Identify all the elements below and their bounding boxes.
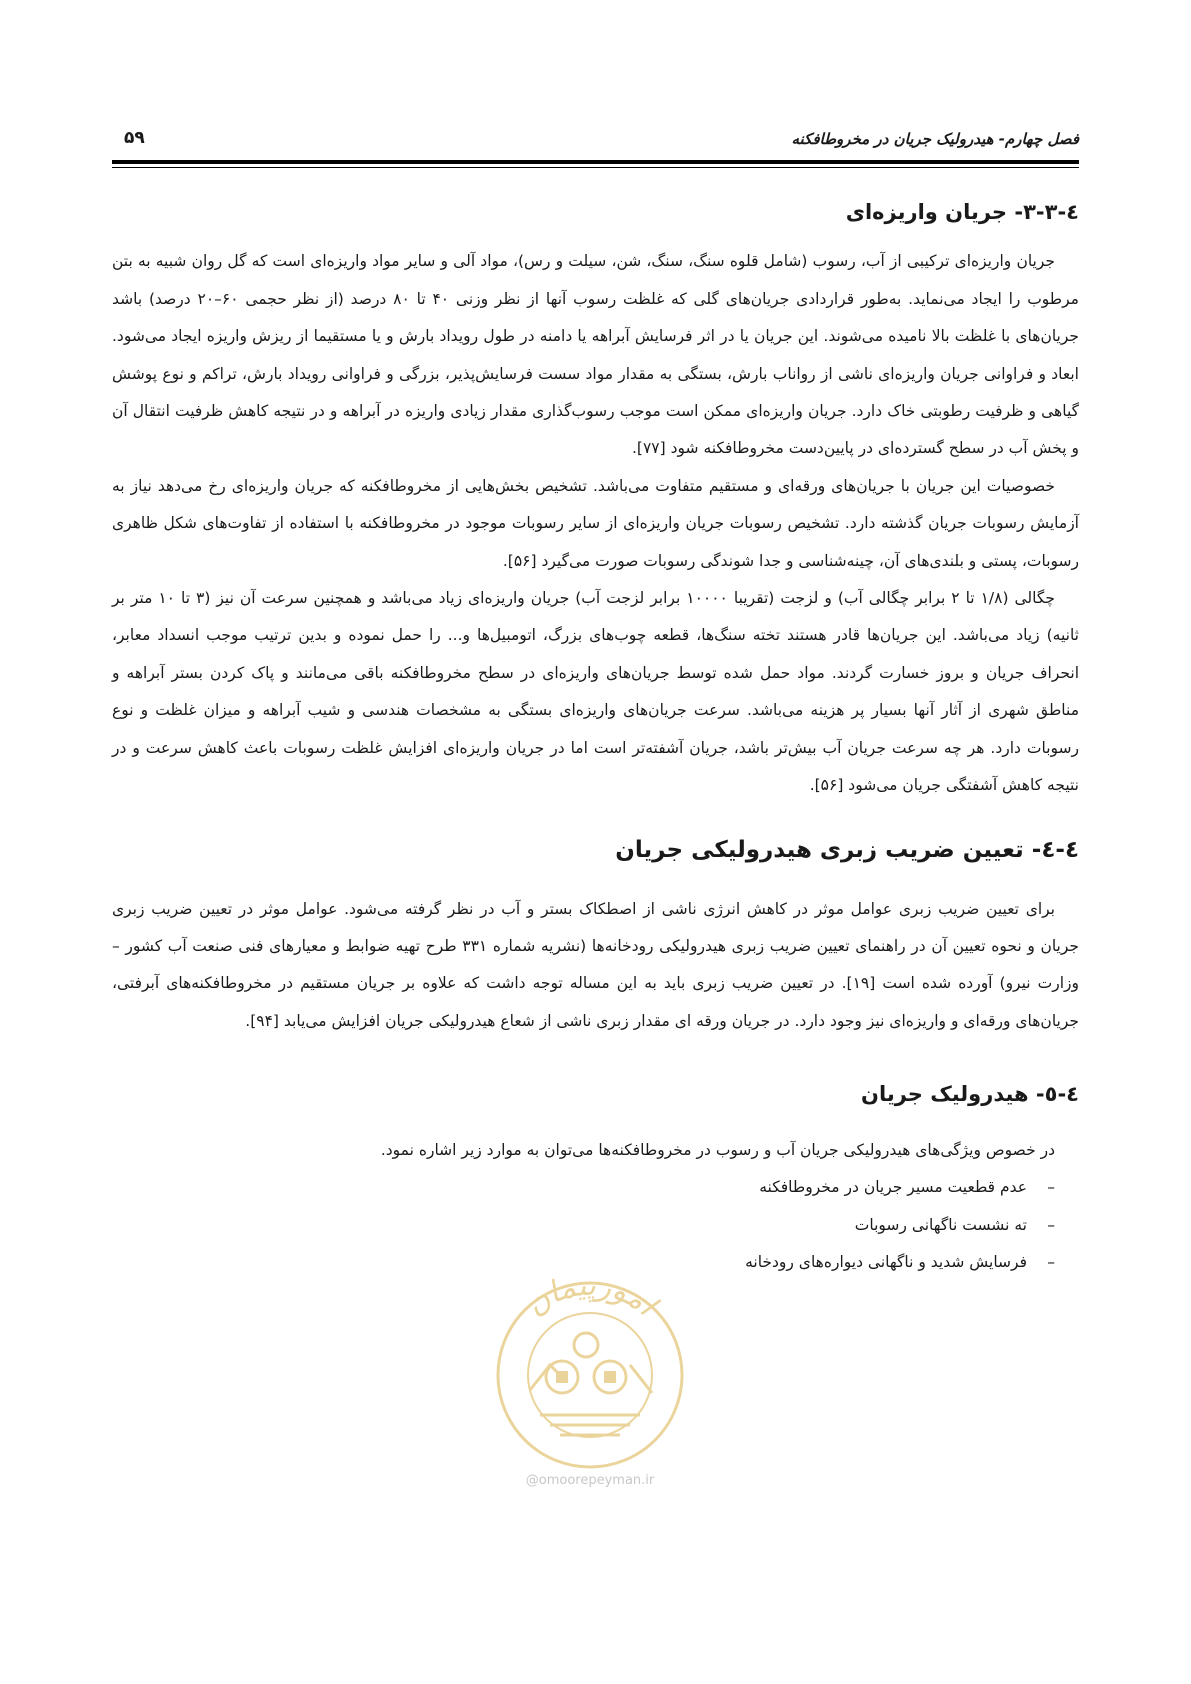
page-number: ۵۹ (124, 128, 145, 148)
paragraph: برای تعیین ضریب زبری عوامل موثر در کاهش انرژی ناشی از اصطکاک بستر و آب در نظر گرفته می‌شود. عوامل موثر در تعیین ضریب زبری جریان و نحوه تعیین آن در راهنمای تعیین ضریب زبری هیدرولیکی رودخانه‌ها (نشریه شماره ۳۳۱ طرح تهیه ضوابط و معیارهای فنی صنعت آب کشور – وزارت نیرو) آورده شده است [۱۹]. در تعیین ضریب زبری باید به این مساله توجه داشت که علاوه بر جریان مستقیم در مخروطافکنه‌های آبرفتی، جریان‌های ورقه‌ای و واریزه‌ای نیز وجود دارد. در جریان ورقه ای مقدار زبری ناشی از شعاع هیدرولیکی جریان افزایش می‌یابد [۹۴]. (112, 899, 1079, 1030)
list-item (112, 1169, 1055, 1206)
paragraph: خصوصیات این جریان با جریان‌های ورقه‌ای و مستقیم متفاوت می‌باشد. تشخیص بخش‌هایی از مخروطافکنه که جریان واریزه‌ای رخ می‌دهد نیاز به آزمایش رسوبات جریان گذشته دارد. تشخیص رسوبات جریان واریزه‌ای از سایر رسوبات موجود در مخروطافکنه با استفاده از تفاوت‌های شکل ظاهری رسوبات، پستی و بلندی‌های آن، چینه‌شناسی و جدا شوندگی رسوبات صورت می‌گیرد [۵۶]. (112, 476, 1079, 570)
list-item (112, 1207, 1055, 1244)
paragraph: جریان واریزه‌ای ترکیبی از آب، رسوب (شامل قلوه سنگ، سنگ، شن، سیلت و رس)، مواد آلی و سایر مواد واریزه‌ای است که گل روان شبیه به بتن مرطوب را ایجاد می‌نماید. به‌طور قراردادی جریان‌های گلی که غلظت رسوب آنها از نظر وزنی ۴۰ تا ۸۰ درصد (از نظر حجمی ۶۰–۲۰ درصد) باشد جریان‌های با غلظت بالا نامیده می‌شوند. این جریان یا در اثر فرسایش آبراهه یا دامنه در طول رویداد بارش و یا مستقیما از ریزش واریزه ایجاد می‌شود. ابعاد و فراوانی جریان واریزه‌ای ناشی از رواناب بارش، بستگی به مقدار مواد سست فرسایش‌پذیر، بزرگی و فراوانی رویداد بارش، تراکم و نوع پوشش گیاهی و ظرفیت رطوبتی خاک دارد. جریان واریزه‌ای ممکن است موجب رسوب‌گذاری مقدار زیادی واریزه در آبراهه و در نتیجه کاهش ظرفیت انتقال آن و پخش آب در سطح گسترده‌ای در پایین‌دست مخروطافکنه شود [۷۷]. (112, 252, 1079, 458)
section-heading-roughness: ٤-٤- تعیین ضریب زبری هیدرولیکی جریان (615, 837, 1079, 864)
watermark-arc-text: امورپیمان (519, 1267, 663, 1323)
watermark-url: @omoorepeyman.ir (525, 1473, 655, 1488)
header-rule-thin (112, 167, 1079, 168)
watermark-logo (470, 1265, 710, 1505)
list-intro: در خصوص ویژگی‌های هیدرولیکی جریان آب و رسوب در مخروطافکنه‌ها می‌توان به موارد زیر اشاره نمود. (380, 1140, 1055, 1159)
dash-marker: – (1047, 1252, 1055, 1271)
dash-marker: – (1047, 1178, 1055, 1197)
list-item-text: عدم قطعیت مسیر جریان در مخروطافکنه (759, 1178, 1027, 1197)
running-header (112, 128, 1079, 158)
header-rule (112, 160, 1079, 164)
paragraph: چگالی (۱/۸ تا ۲ برابر چگالی آب) و لزجت (تقریبا ۱۰۰۰۰ برابر لزجت آب) جریان واریزه‌ای زیاد می‌باشد و همچنین سرعت آن نیز (۳ تا ۱۰ متر بر ثانیه) زیاد می‌باشد. این جریان‌ها قادر هستند تخته سنگ‌ها، قطعه چوب‌های بزرگ، اتومبیل‌ها و... را حمل نموده و بدین ترتیب موجب انسداد معابر، انحراف جریان و بروز خسارت گردند. مواد حمل شده توسط جریان‌های واریزه‌ای در سطح مخروطافکنه باقی می‌مانند و پاک کردن بستر آبراهه و مناطق شهری از آثار آنها بسیار پر هزینه می‌باشد. سرعت جریان‌های واریزه‌ای بستگی به مشخصات هندسی و شیب آبراهه و میزان غلظت و نوع رسوبات دارد. هر چه سرعت جریان آب بیش‌تر باشد، جریان آشفته‌تر است اما در جریان واریزه‌ای افزایش غلظت رسوبات باعث کاهش سرعت و در نتیجه کاهش آشفتگی جریان می‌شود [۵۶]. (112, 589, 1079, 795)
page-content (112, 198, 1079, 1281)
list-item-text: ته نشست ناگهانی رسوبات (854, 1215, 1027, 1234)
chapter-title: فصل چهارم- هیدرولیک جریان در مخروطافکنه (791, 130, 1079, 148)
list-item (112, 1244, 1055, 1281)
dash-marker: – (1047, 1215, 1055, 1234)
list-item-text: فرسایش شدید و ناگهانی دیواره‌های رودخانه (745, 1252, 1027, 1271)
watermark-emblem-icon (470, 1265, 710, 1475)
section-heading-debris-flow: ٤-٣-٣- جریان واریزه‌ای (845, 200, 1079, 224)
bullet-list (112, 1169, 1079, 1281)
section-heading-hydraulics: ٤-٥- هیدرولیک جریان (861, 1082, 1079, 1107)
